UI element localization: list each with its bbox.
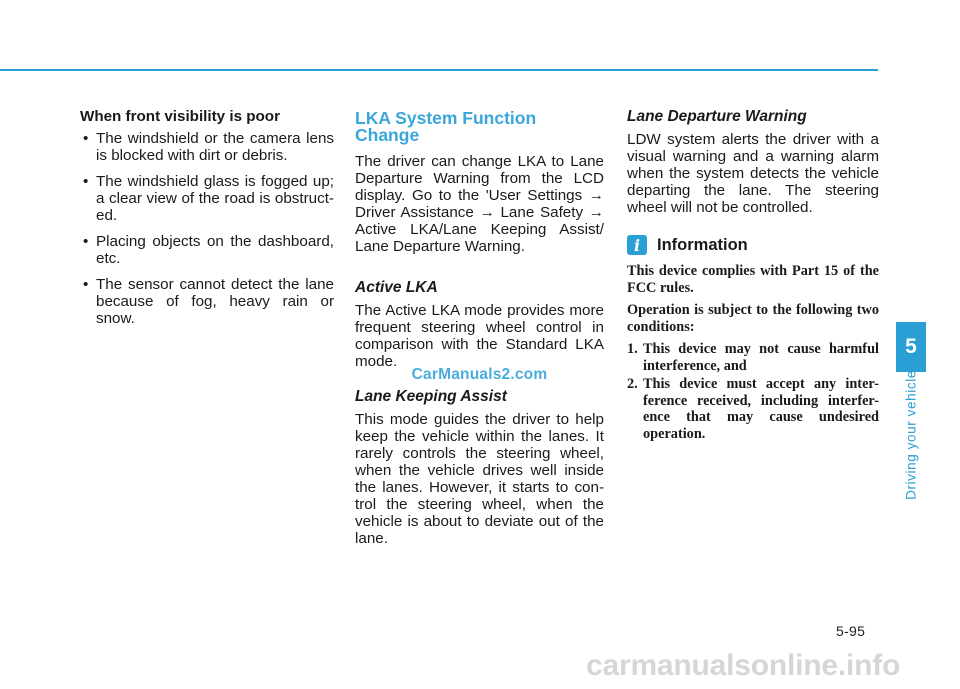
visibility-list xyxy=(80,130,334,327)
condition-text: This device may not cause harmful interference, and xyxy=(643,341,879,374)
visibility-heading: When front visibility is poor xyxy=(80,108,280,125)
list-item: • The windshield or the camera lens is blocked with dirt or debris. xyxy=(80,130,334,164)
list-item xyxy=(627,341,879,374)
condition-number: 1. xyxy=(627,341,638,357)
info-header xyxy=(627,235,879,255)
condition-number: 2. xyxy=(627,376,638,392)
column-middle xyxy=(355,108,604,547)
page-number: 5-95 xyxy=(836,623,866,639)
section-body: The driver can change LKA to Lane Departure Warning from the LCD display. Go to the 'User Settings → Driver Assistance → Lane Safety → Active LKA/Lane Keeping Assist/ Lane Departure Warning. xyxy=(355,153,604,255)
list-item xyxy=(627,376,879,442)
lane-keeping-assist-body: This mode guides the driver to help keep the vehicle within the lanes. It rarely controls the steering wheel, when the vehicle drives well inside the lanes. However, it starts to con-trol the steering wheel, when the vehicle is about to deviate out of the lane. xyxy=(355,411,604,547)
section-title: LKA System Function Change xyxy=(355,108,537,145)
header-rule xyxy=(0,69,878,71)
footer-watermark: carmanualsonline.info xyxy=(586,649,901,682)
ldw-body: LDW system alerts the driver with a visual warning and a warning alarm when the system detects the vehicle departing the lane. The steering wheel will not be controlled. xyxy=(627,131,879,216)
active-lka-title: Active LKA xyxy=(355,279,438,296)
active-lka-body: The Active LKA mode provides more frequent steering wheel control in comparison with the Standard LKA mode. xyxy=(355,302,604,370)
watermark: CarManuals2.com xyxy=(411,366,548,383)
info-icon: i xyxy=(627,235,647,255)
chapter-title: Driving your vehicle xyxy=(903,370,919,500)
conditions-list xyxy=(627,341,879,442)
condition-text: This device must accept any inter-ference received, including interfer-ence that may cause undesired operation. xyxy=(643,376,879,442)
list-item: • The sensor cannot detect the lane because of fog, heavy rain or snow. xyxy=(80,276,334,327)
list-item: • The windshield glass is fogged up; a clear view of the road is obstruct-ed. xyxy=(80,173,334,224)
fcc-line: Operation is subject to the following two conditions: xyxy=(627,302,879,335)
fcc-line: This device complies with Part 15 of the FCC rules. xyxy=(627,263,879,296)
info-title: Information xyxy=(657,235,748,254)
chapter-tab: 5 xyxy=(896,322,926,372)
column-left xyxy=(80,108,334,336)
list-item: • Placing objects on the dashboard, etc. xyxy=(80,233,334,267)
ldw-title: Lane Departure Warning xyxy=(627,108,807,125)
fcc-notice xyxy=(627,263,879,442)
column-right xyxy=(627,108,879,444)
lane-keeping-assist-title: Lane Keeping Assist xyxy=(355,388,507,405)
